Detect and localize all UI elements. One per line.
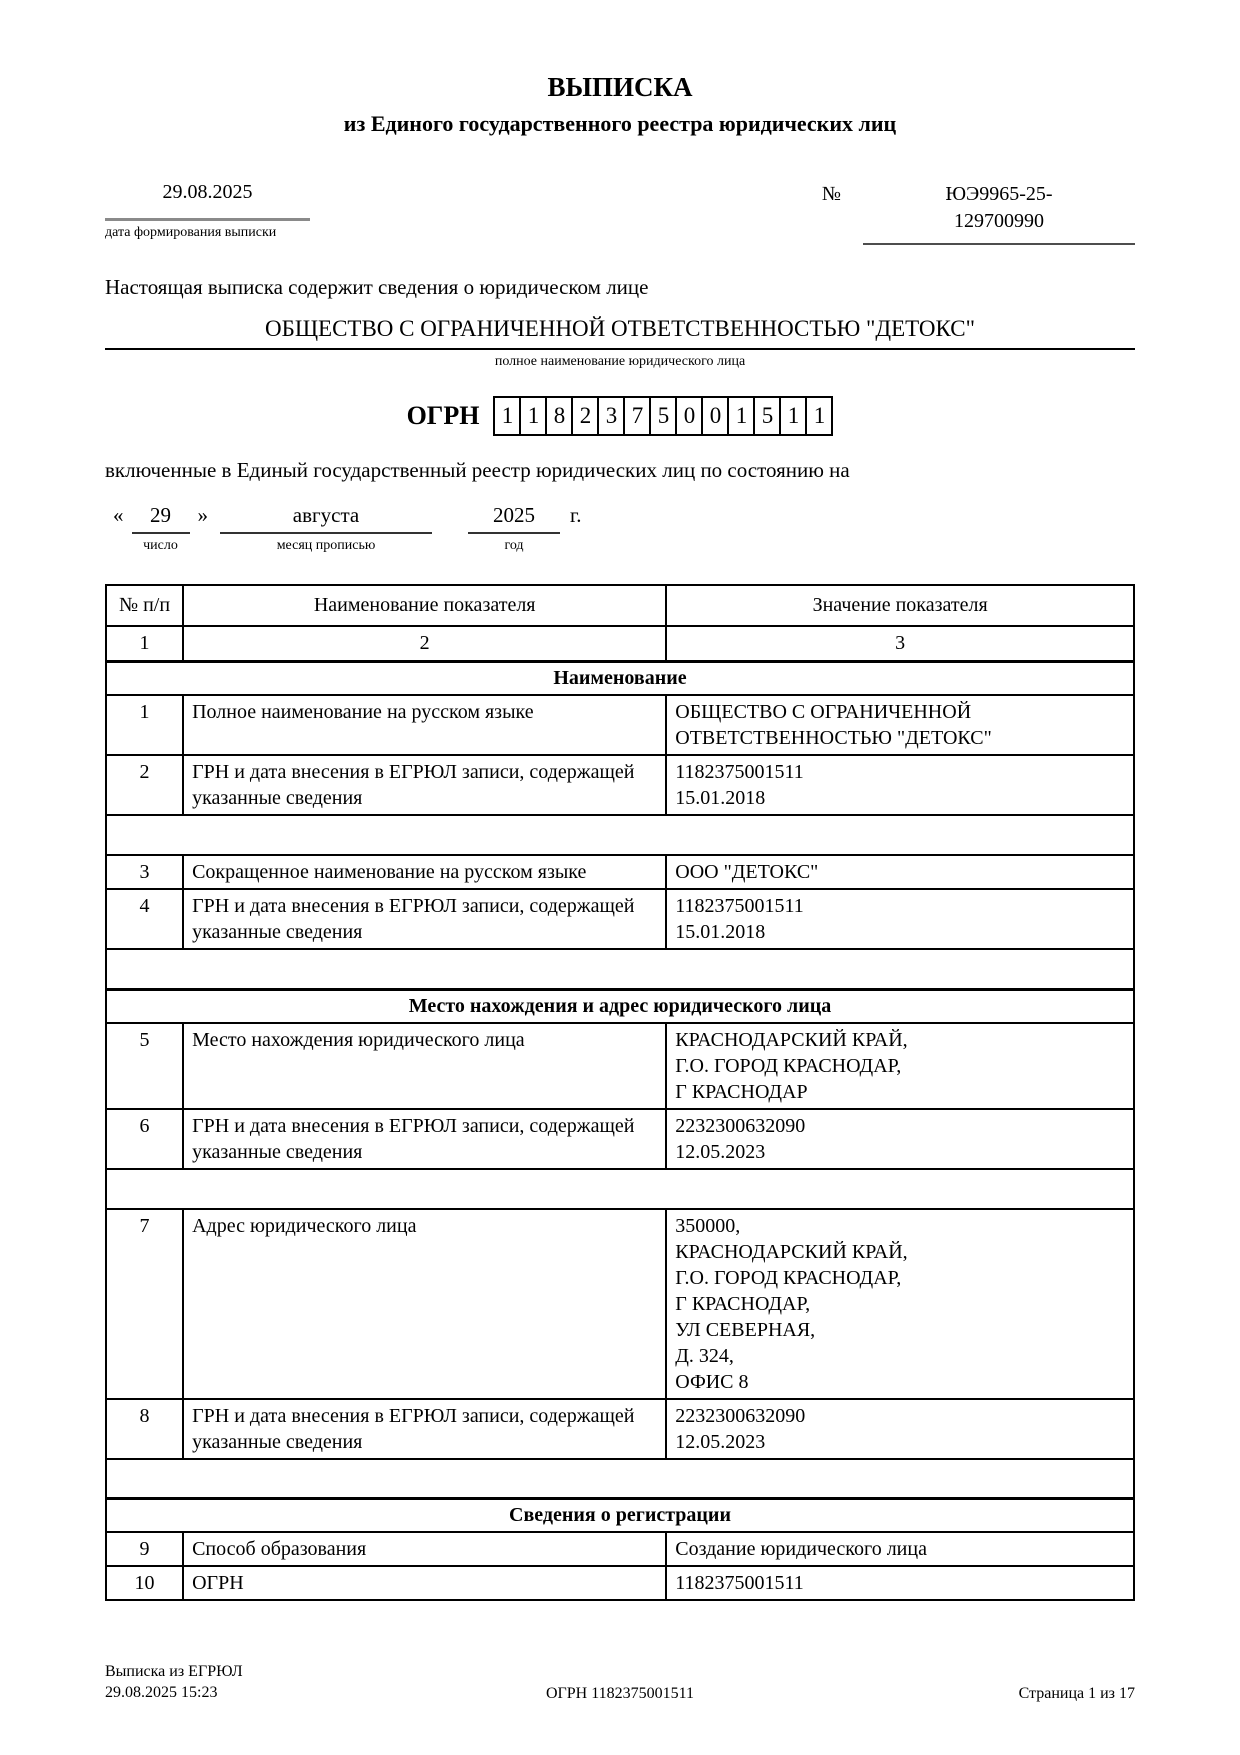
table-section-row	[106, 989, 1134, 1023]
as-of-month-block	[220, 501, 432, 554]
open-quote: «	[113, 503, 124, 527]
row-indicator-name: ГРН и дата внесения в ЕГРЮЛ записи, содержащей указанные сведения	[183, 755, 666, 815]
value-line: Д. 324,	[675, 1344, 734, 1367]
ogrn-digit-box: 1	[493, 396, 521, 436]
value-line: 12.05.2023	[675, 1430, 766, 1453]
spacer-cell	[106, 1169, 1134, 1209]
ogrn-digit-box: 0	[675, 396, 703, 436]
row-number: 6	[106, 1109, 183, 1169]
ogrn-digit-box: 1	[805, 396, 833, 436]
row-number: 9	[106, 1532, 183, 1566]
ogrn-digit-box: 3	[597, 396, 625, 436]
spacer-cell	[106, 815, 1134, 855]
as-of-year-block	[468, 501, 560, 554]
table-row	[106, 1209, 1134, 1399]
row-indicator-value	[666, 1566, 1134, 1600]
row-indicator-value	[666, 695, 1134, 755]
row-number: 2	[106, 755, 183, 815]
number-sign: №	[821, 183, 841, 205]
value-line: 2232300632090	[675, 1404, 806, 1427]
document-number-line1: ЮЭ9965-25-	[945, 183, 1053, 205]
value-line: КРАСНОДАРСКИЙ КРАЙ,	[675, 1240, 908, 1263]
value-line: Г.О. ГОРОД КРАСНОДАР,	[675, 1054, 902, 1077]
value-line: ОБЩЕСТВО С ОГРАНИЧЕННОЙ	[675, 701, 972, 723]
value-line: 1182375001511	[675, 895, 804, 917]
row-number: 5	[106, 1023, 183, 1109]
as-of-year-label: год	[504, 538, 524, 553]
value-line: 1182375001511	[675, 1572, 804, 1594]
footer-doc-type: Выписка из ЕГРЮЛ	[105, 1663, 243, 1680]
footer-datetime: 29.08.2025 15:23	[105, 1684, 218, 1701]
company-name-label: полное наименование юридического лица	[494, 354, 746, 369]
header-indicator-name: Наименование показателя	[183, 585, 666, 626]
value-line: КРАСНОДАРСКИЙ КРАЙ,	[675, 1028, 908, 1051]
table-spacer-row	[106, 949, 1134, 989]
as-of-day-block	[132, 501, 190, 554]
section-title: Сведения о регистрации	[106, 1499, 1134, 1533]
row-number: 4	[106, 889, 183, 949]
value-line: Создание юридического лица	[675, 1538, 927, 1560]
row-indicator-name: ГРН и дата внесения в ЕГРЮЛ записи, содержащей указанные сведения	[183, 889, 666, 949]
ogrn-digit-box: 2	[571, 396, 599, 436]
year-suffix: г.	[570, 503, 582, 527]
spacer-cell	[106, 1459, 1134, 1499]
page-footer	[105, 1661, 1135, 1703]
value-line: 12.05.2023	[675, 1140, 766, 1163]
ogrn-digit-box: 1	[519, 396, 547, 436]
row-indicator-value	[666, 889, 1134, 949]
footer-page-number: Страница 1 из 17	[1018, 1685, 1135, 1702]
table-spacer-row	[106, 1169, 1134, 1209]
row-number: 1	[106, 695, 183, 755]
included-text: включенные в Единый государственный реестр юридических лиц по состоянию на	[105, 458, 850, 482]
value-line: ОТВЕТСТВЕННОСТЬЮ "ДЕТОКС"	[675, 727, 992, 749]
row-indicator-name: Полное наименование на русском языке	[183, 695, 666, 755]
formation-date-underline	[105, 218, 310, 221]
row-indicator-value	[666, 1399, 1134, 1459]
table-row	[106, 855, 1134, 889]
value-line: ООО "ДЕТОКС"	[675, 861, 819, 883]
table-row	[106, 695, 1134, 755]
value-line: Г.О. ГОРОД КРАСНОДАР,	[675, 1266, 902, 1289]
row-indicator-name: ОГРН	[183, 1566, 666, 1600]
value-line: ОФИС 8	[675, 1370, 749, 1393]
as-of-day: 29	[132, 501, 190, 534]
ogrn-digit-box: 1	[727, 396, 755, 436]
row-indicator-name: ГРН и дата внесения в ЕГРЮЛ записи, содержащей указанные сведения	[183, 1109, 666, 1169]
company-full-name: ОБЩЕСТВО С ОГРАНИЧЕННОЙ ОТВЕТСТВЕННОСТЬЮ "ДЕТОКС"	[265, 316, 975, 341]
as-of-date-row	[105, 501, 1135, 554]
table-spacer-row	[106, 815, 1134, 855]
document-title: ВЫПИСКА	[547, 72, 693, 102]
table-row	[106, 1109, 1134, 1169]
formation-date: 29.08.2025	[162, 181, 253, 203]
value-line: УЛ СЕВЕРНАЯ,	[675, 1318, 816, 1341]
ogrn-digit-box: 5	[753, 396, 781, 436]
row-indicator-value	[666, 855, 1134, 889]
row-indicator-value	[666, 1209, 1134, 1399]
meta-row	[105, 181, 1135, 245]
column-number-1: 1	[106, 626, 183, 662]
section-title: Место нахождения и адрес юридического лица	[106, 989, 1134, 1023]
formation-date-block	[105, 181, 310, 245]
column-number-2: 2	[183, 626, 666, 662]
row-indicator-name: Способ образования	[183, 1532, 666, 1566]
document-subtitle: из Единого государственного реестра юридических лиц	[343, 111, 897, 136]
value-line: 350000,	[675, 1214, 741, 1237]
row-indicator-value	[666, 1109, 1134, 1169]
ogrn-digit-box: 1	[779, 396, 807, 436]
section-title: Наименование	[106, 662, 1134, 696]
table-row	[106, 889, 1134, 949]
as-of-month: августа	[220, 501, 432, 534]
row-number: 8	[106, 1399, 183, 1459]
row-indicator-value	[666, 1023, 1134, 1109]
row-indicator-value	[666, 755, 1134, 815]
document-number-line2: 129700990	[954, 210, 1044, 232]
value-line: Г КРАСНОДАР	[675, 1080, 808, 1103]
ogrn-boxes	[493, 396, 833, 436]
value-line: 15.01.2018	[675, 787, 766, 809]
ogrn-digit-box: 8	[545, 396, 573, 436]
close-quote: »	[197, 503, 208, 527]
row-indicator-name: Место нахождения юридического лица	[183, 1023, 666, 1109]
as-of-year: 2025	[468, 501, 560, 534]
value-line: Г КРАСНОДАР,	[675, 1292, 811, 1315]
table-row	[106, 1023, 1134, 1109]
ogrn-label: ОГРН	[406, 401, 480, 430]
company-name-underline	[105, 348, 1135, 350]
table-spacer-row	[106, 1459, 1134, 1499]
value-line: 1182375001511	[675, 761, 804, 783]
table-row	[106, 1532, 1134, 1566]
header-indicator-value: Значение показателя	[666, 585, 1134, 626]
as-of-month-label: месяц прописью	[276, 538, 376, 553]
column-number-3: 3	[666, 626, 1134, 662]
ogrn-digit-box: 5	[649, 396, 677, 436]
spacer-cell	[106, 949, 1134, 989]
row-indicator-name: Сокращенное наименование на русском языке	[183, 855, 666, 889]
ogrn-digit-box: 0	[701, 396, 729, 436]
column-numbers-row	[106, 626, 1134, 662]
table-section-row	[106, 1499, 1134, 1533]
value-line: 2232300632090	[675, 1114, 806, 1137]
row-number: 7	[106, 1209, 183, 1399]
table-section-row	[106, 662, 1134, 696]
row-number: 10	[106, 1566, 183, 1600]
value-line: 15.01.2018	[675, 921, 766, 943]
table-header-row	[106, 585, 1134, 626]
intro-text: Настоящая выписка содержит сведения о юридическом лице	[105, 275, 649, 299]
formation-date-label: дата формирования выписки	[105, 225, 277, 240]
indicators-table	[105, 584, 1135, 1601]
footer-left	[105, 1661, 448, 1703]
as-of-day-label: число	[143, 538, 178, 553]
row-indicator-name: ГРН и дата внесения в ЕГРЮЛ записи, содержащей указанные сведения	[183, 1399, 666, 1459]
row-number: 3	[106, 855, 183, 889]
document-number-block	[822, 181, 1135, 245]
footer-ogrn: ОГРН 1182375001511	[545, 1685, 695, 1702]
table-row	[106, 1399, 1134, 1459]
row-indicator-name: Адрес юридического лица	[183, 1209, 666, 1399]
header-row-number: № п/п	[106, 585, 183, 626]
ogrn-digit-box: 7	[623, 396, 651, 436]
table-row	[106, 755, 1134, 815]
document-number	[863, 181, 1135, 245]
ogrn-row	[105, 396, 1135, 436]
table-row	[106, 1566, 1134, 1600]
row-indicator-value	[666, 1532, 1134, 1566]
